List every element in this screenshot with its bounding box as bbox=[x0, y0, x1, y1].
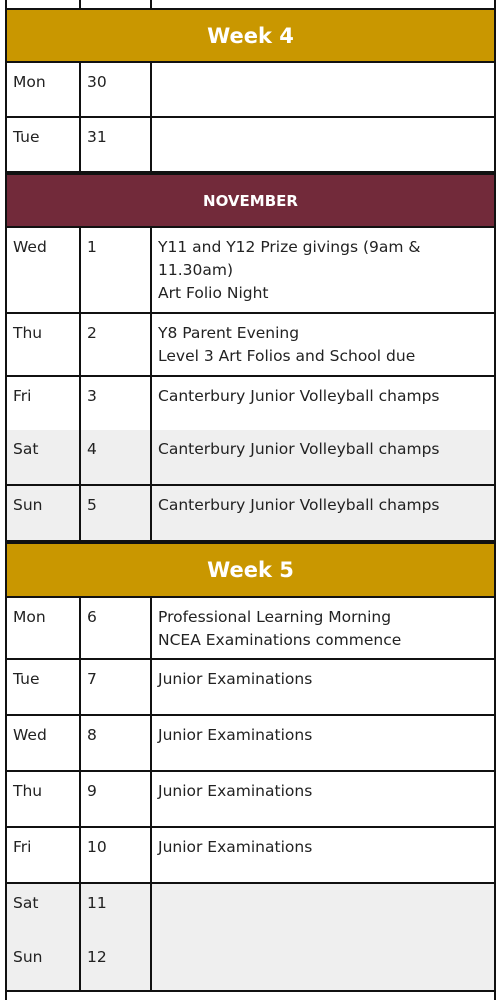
table-row bbox=[5, 228, 496, 314]
table-row bbox=[5, 884, 496, 940]
date-number: 4 bbox=[79, 430, 152, 484]
event-text: Level 3 Art Folios and School due bbox=[158, 347, 416, 365]
table-bottom-edge bbox=[5, 992, 496, 1000]
event-text: Junior Examinations bbox=[158, 726, 313, 744]
events-cell bbox=[152, 377, 494, 430]
event-text: NCEA Examinations commence bbox=[158, 631, 402, 649]
table-row bbox=[5, 598, 496, 660]
event-text: Professional Learning Morning bbox=[158, 608, 392, 626]
day-name: Tue bbox=[13, 128, 40, 146]
table-row bbox=[5, 377, 496, 432]
table-row bbox=[5, 772, 496, 828]
week-label: Week 4 bbox=[207, 23, 294, 48]
events-cell bbox=[152, 938, 494, 990]
events-cell bbox=[152, 63, 494, 116]
date-number: 6 bbox=[79, 598, 152, 658]
table-row bbox=[5, 938, 496, 992]
table-row bbox=[5, 63, 496, 118]
week-header bbox=[5, 8, 496, 63]
event-text: Y8 Parent Evening bbox=[158, 324, 300, 342]
table-row bbox=[5, 486, 496, 542]
day-name: Wed bbox=[13, 238, 47, 256]
date-number: 9 bbox=[79, 772, 152, 826]
events-cell bbox=[152, 118, 494, 171]
month-label: NOVEMBER bbox=[203, 191, 298, 210]
day-name: Fri bbox=[13, 838, 32, 856]
table-row bbox=[5, 660, 496, 716]
event-text: Junior Examinations bbox=[158, 782, 313, 800]
day-name: Sun bbox=[13, 948, 43, 966]
event-text: Canterbury Junior Volleyball champs bbox=[158, 496, 440, 514]
date-number: 7 bbox=[79, 660, 152, 714]
event-text: Canterbury Junior Volleyball champs bbox=[158, 440, 440, 458]
date-number: 30 bbox=[79, 63, 152, 116]
day-name: Sat bbox=[13, 440, 39, 458]
date-number: 12 bbox=[79, 938, 152, 990]
day-name: Fri bbox=[13, 387, 32, 405]
date-number: 1 bbox=[79, 228, 152, 312]
events-cell bbox=[152, 486, 494, 540]
day-name: Sat bbox=[13, 894, 39, 912]
events-cell bbox=[152, 716, 494, 770]
event-text: Canterbury Junior Volleyball champs bbox=[158, 387, 440, 405]
date-number: 31 bbox=[79, 118, 152, 171]
day-name: Thu bbox=[13, 782, 43, 800]
table-row bbox=[5, 314, 496, 377]
event-text: Art Folio Night bbox=[158, 284, 269, 302]
events-cell bbox=[152, 430, 494, 484]
date-number: 11 bbox=[79, 884, 152, 938]
event-text: 11.30am) bbox=[158, 261, 234, 279]
date-number: 5 bbox=[79, 486, 152, 540]
events-cell bbox=[152, 314, 494, 375]
events-cell bbox=[152, 660, 494, 714]
date-number: 10 bbox=[79, 828, 152, 882]
day-name: Mon bbox=[13, 608, 46, 626]
day-name: Wed bbox=[13, 726, 47, 744]
events-cell bbox=[152, 598, 494, 658]
table-row bbox=[5, 828, 496, 884]
month-header bbox=[5, 173, 496, 228]
day-name: Sun bbox=[13, 496, 43, 514]
table-row bbox=[5, 118, 496, 173]
day-name: Mon bbox=[13, 73, 46, 91]
event-text: Y11 and Y12 Prize givings (9am & bbox=[158, 238, 421, 256]
table-top-edge bbox=[5, 0, 496, 8]
table-row bbox=[5, 716, 496, 772]
events-cell bbox=[152, 884, 494, 938]
event-text: Junior Examinations bbox=[158, 838, 313, 856]
day-name: Tue bbox=[13, 670, 40, 688]
events-cell bbox=[152, 228, 494, 312]
date-number: 3 bbox=[79, 377, 152, 430]
event-text: Junior Examinations bbox=[158, 670, 313, 688]
week-header bbox=[5, 542, 496, 598]
week-label: Week 5 bbox=[207, 558, 294, 582]
date-number: 2 bbox=[79, 314, 152, 375]
calendar-table bbox=[5, 0, 496, 1000]
events-cell bbox=[152, 828, 494, 882]
events-cell bbox=[152, 772, 494, 826]
table-row bbox=[5, 430, 496, 486]
day-name: Thu bbox=[13, 324, 43, 342]
date-number: 8 bbox=[79, 716, 152, 770]
